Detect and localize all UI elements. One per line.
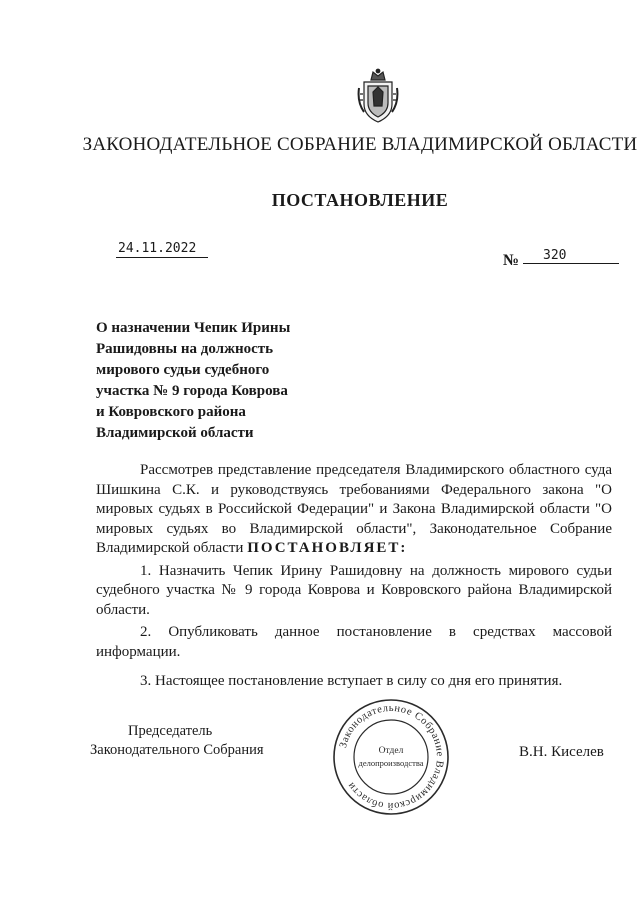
- subject-line: Владимирской области: [96, 425, 254, 441]
- subject-line: Рашидовны на должность: [96, 341, 274, 357]
- organization-title: ЗАКОНОДАТЕЛЬНОЕ СОБРАНИЕ ВЛАДИМИРСКОЙ ОБЛАСТИ: [82, 134, 638, 155]
- subject-line: участка № 9 города Коврова: [96, 383, 288, 399]
- number-label: №: [503, 252, 520, 269]
- position-line: Председатель: [128, 723, 213, 739]
- document-type-title: ПОСТАНОВЛЕНИЕ: [271, 190, 449, 210]
- resolution-item: 2. Опубликовать данное постановление в средствах массовой информации.: [96, 624, 612, 660]
- resolution-item: 1. Назначить Чепик Ирину Рашидовну на должность мирового судьи судебного участка № 9 города Коврова и Ковровского района Владимирской области.: [96, 562, 612, 618]
- number-underline: [523, 263, 619, 264]
- coat-of-arms-icon: [356, 68, 400, 124]
- stamp-center-line: Отдел: [378, 746, 404, 756]
- stamp-center-line: делопроизводства: [358, 758, 424, 768]
- position-line: Законодательного Собрания: [90, 742, 264, 758]
- document-date: 24.11.2022: [116, 241, 208, 258]
- document-number: 320: [543, 248, 567, 263]
- subject-line: мирового судьи судебного: [96, 362, 270, 378]
- resolution-item: 3. Настоящее постановление вступает в силу со дня его принятия.: [140, 673, 563, 689]
- preamble-paragraph: [96, 461, 612, 559]
- document-subject: [96, 318, 326, 444]
- office-stamp: [330, 696, 452, 818]
- signatory-position: [90, 722, 264, 760]
- signatory-name: В.Н. Киселев: [519, 744, 604, 760]
- subject-line: и Ковровского района: [96, 404, 246, 420]
- subject-line: О назначении Чепик Ирины: [96, 320, 291, 336]
- stamp-ring-text: Законодательное Собрание Владимирской области: [337, 702, 446, 812]
- resolves-keyword: ПОСТАНОВЛЯЕТ:: [247, 540, 408, 556]
- document-body: [96, 461, 612, 695]
- preamble-text: Рассмотрев представление председателя Владимирского областного суда Шишкина С.К. и руководствуясь требованиями Федерального закона "О мировых судьях в Российской Федерации" и Закона Владимирской области "О мировых судьях во Владимирской области", Законодательное Собрание Владимирской области: [96, 462, 612, 556]
